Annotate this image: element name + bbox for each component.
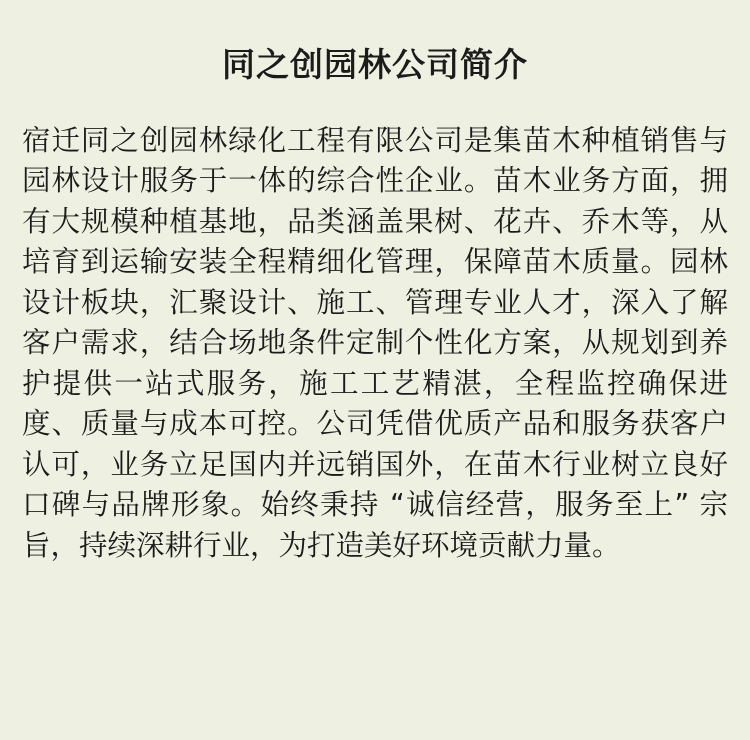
company-profile-paragraph: 宿迁同之创园林绿化工程有限公司是集苗木种植销售与园林设计服务于一体的综合性企业。苗木业务方面，拥有大规模种植基地，品类涵盖果树、花卉、乔木等，从培育到运输安装全程精细化管理，保障苗木质量。园林设计板块，汇聚设计、施工、管理专业人才，深入了解客户需求，结合场地条件定制个性化方案，从规划到养护提供一站式服务，施工工艺精湛，全程监控确保进度、质量与成本可控。公司凭借优质产品和服务获客户认可，业务立足国内并远销国外，在苗木行业树立良好口碑与品牌形象。始终秉持 “诚信经营，服务至上” 宗旨，持续深耕行业，为打造美好环境贡献力量。 [22, 123, 728, 562]
page-title: 同之创园林公司简介 [222, 45, 528, 84]
